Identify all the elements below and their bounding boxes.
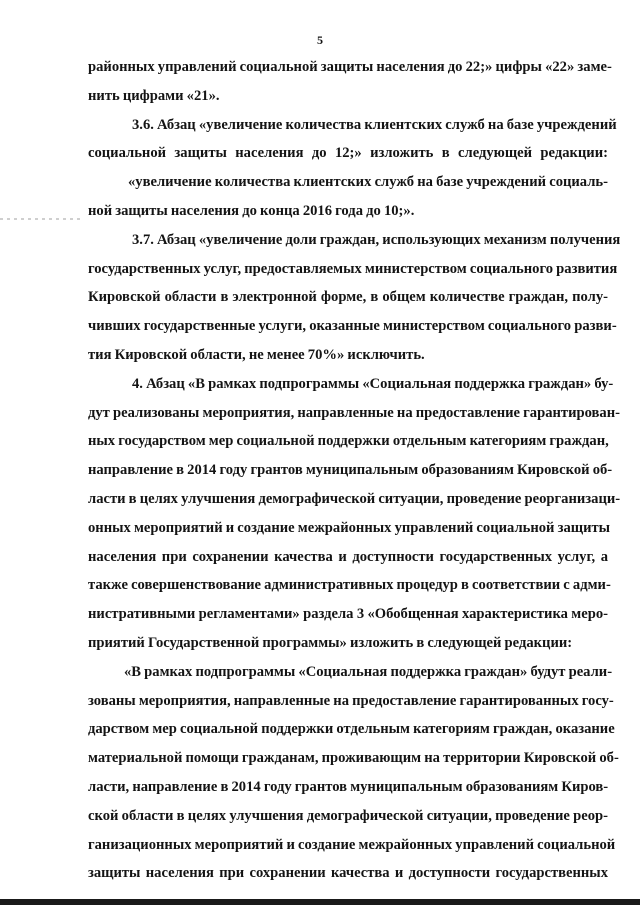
text-line: ганизационных мероприятий и создание межрайонных управлений социальной [88, 836, 616, 853]
text-line: также совершенствование административных процедур в соответствии с адми- [88, 577, 611, 594]
text-line: нистративными регламентами» раздела 3 «Обобщенная характеристика меро- [88, 606, 608, 623]
text-line: ласти, направление в 2014 году грантов муниципальным образованиям Киров- [88, 778, 609, 795]
text-line: 3.7. Абзац «увеличение доли граждан, использующих механизм получения [132, 231, 621, 248]
scan-artifact [0, 218, 84, 220]
text-line: нить цифрами «21». [88, 87, 220, 104]
text-line: государственных услуг, предоставляемых министерством социального развития [88, 260, 618, 277]
text-line: ной защиты населения до конца 2016 года до 10;». [88, 202, 415, 219]
text-line: онных мероприятий и создание межрайонных управлений социальной защиты [88, 519, 611, 536]
text-line: защиты населения при сохранении качества и доступности государственных [88, 865, 608, 882]
text-line: 3.6. Абзац «увеличение количества клиентских служб на базе учреждений [132, 116, 617, 133]
text-line: «увеличение количества клиентских служб на базе учреждений социаль- [128, 174, 608, 191]
text-line: дарством мер социальной поддержки отдельным категориям граждан, оказание [88, 721, 615, 738]
text-line: тия Кировской области, не менее 70%» исключить. [88, 346, 425, 363]
text-line: Кировской области в электронной форме, в общем количестве граждан, полу- [88, 289, 608, 306]
text-line: населения при сохранении качества и доступности государственных услуг, а [88, 548, 608, 565]
text-line: ных государством мер социальной поддержки отдельным категориям граждан, [88, 433, 609, 450]
text-line: чивших государственные услуги, оказанные министерством социального разви- [88, 318, 617, 335]
text-line: дут реализованы мероприятия, направленные на предоставление гарантирован- [88, 404, 620, 421]
text-line: приятий Государственной программы» изложить в следующей редакции: [88, 634, 573, 651]
text-line: зованы мероприятия, направленные на предоставление гарантированных госу- [88, 692, 614, 709]
text-line: социальной защиты населения до 12;» изложить в следующей редакции: [88, 145, 608, 162]
text-line: 4. Абзац «В рамках подпрограммы «Социальная поддержка граждан» бу- [132, 375, 614, 392]
text-line: «В рамках подпрограммы «Социальная поддержка граждан» будут реали- [124, 663, 613, 680]
page-number: 5 [317, 33, 323, 47]
text-line: материальной помощи гражданам, проживающим на территории Кировской об- [88, 750, 619, 767]
text-line: ласти в целях улучшения демографической ситуации, проведение реорганизаци- [88, 490, 621, 507]
text-line: районных управлений социальной защиты населения до 22;» цифры «22» заме- [88, 59, 612, 75]
text-line: ской области в целях улучшения демографической ситуации, проведение реор- [88, 807, 608, 824]
text-line: направление в 2014 году грантов муниципальным образованиям Кировской об- [88, 462, 613, 479]
document-body [88, 53, 621, 888]
scan-bottom-edge [0, 899, 640, 905]
